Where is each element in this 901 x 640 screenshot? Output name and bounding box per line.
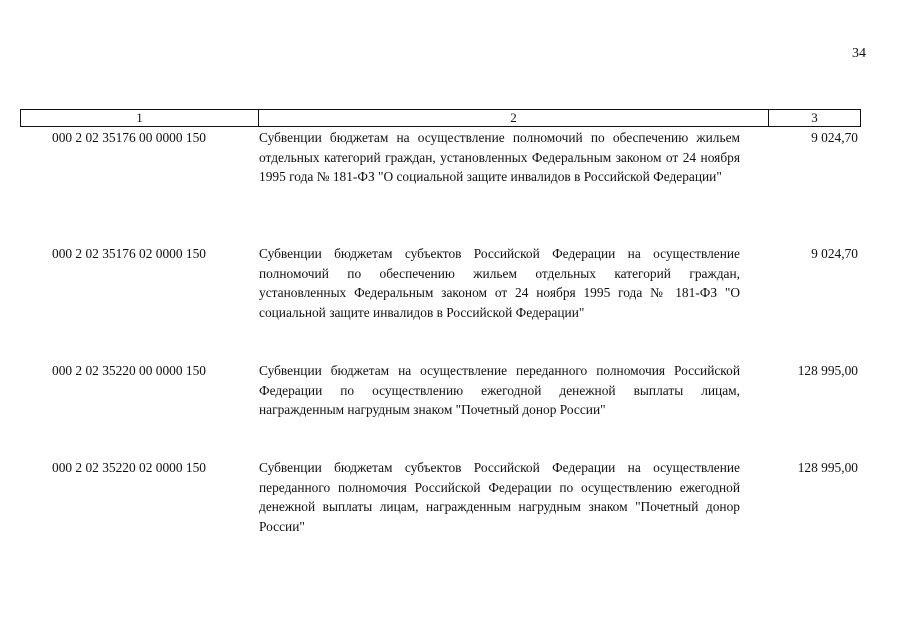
budget-code: 000 2 02 35176 02 0000 150 — [52, 246, 206, 261]
row-description: Субвенции бюджетам на осуществление полномочий по обеспечению жильем отдельных категорий граждан, установленных Федеральным законом от 24 ноября 1995 года № 181-ФЗ "О социальной защите инвалидов в Российской Федерации" — [259, 130, 740, 184]
row-description: Субвенции бюджетам субъектов Российской Федерации на осуществление полномочий по обеспечению жильем отдельных категорий граждан, установленных Федеральным законом от 24 ноября 1995 года № 181-ФЗ "О социальной защите инвалидов в Российской Федерации" — [259, 246, 740, 320]
header-column-1: 1 — [21, 110, 259, 126]
header-column-2: 2 — [259, 110, 769, 126]
row-amount: 9 024,70 — [811, 130, 858, 145]
budget-code: 000 2 02 35176 00 0000 150 — [52, 130, 206, 145]
row-amount: 128 995,00 — [797, 363, 858, 378]
row-description: Субвенции бюджетам субъектов Российской Федерации на осуществление переданного полномочия Российской Федерации по осуществлению ежегодной денежной выплаты лицам, награжденным нагрудным знаком "Почетный донор России" — [259, 460, 740, 534]
budget-code: 000 2 02 35220 00 0000 150 — [52, 363, 206, 378]
row-amount: 9 024,70 — [811, 246, 858, 261]
table-header — [20, 109, 861, 127]
row-description: Субвенции бюджетам на осуществление переданного полномочия Российской Федерации по осуществлению ежегодной денежной выплаты лицам, награжденным нагрудным знаком "Почетный донор России" — [259, 363, 740, 417]
page-number: 34 — [852, 46, 866, 61]
row-amount: 128 995,00 — [797, 460, 858, 475]
header-column-3: 3 — [811, 110, 818, 125]
budget-code: 000 2 02 35220 02 0000 150 — [52, 460, 206, 475]
